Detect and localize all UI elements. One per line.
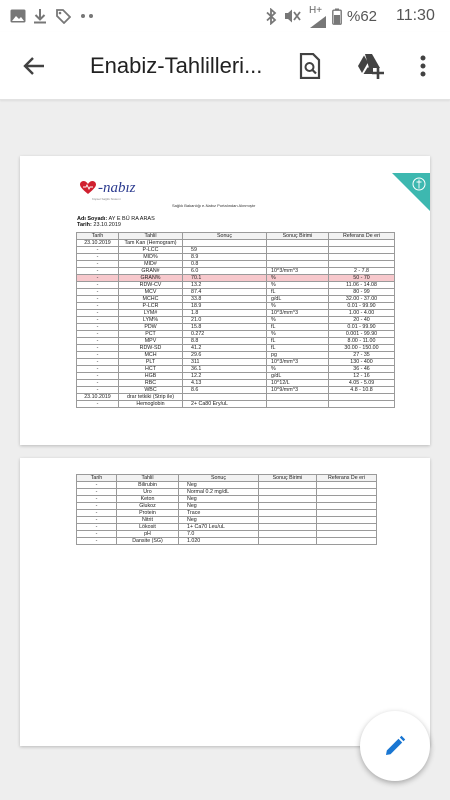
date-cell: - [77,538,117,545]
result-cell: Normal 0.2 mg/dL [179,489,259,496]
reference-header: Referans De eri [317,475,377,482]
result-cell [183,394,267,401]
edit-pencil-icon [383,734,407,758]
date-cell: - [77,289,119,296]
table-header-row [77,475,377,482]
reference-cell [329,247,395,254]
table-row [77,524,377,531]
date-cell: - [77,331,119,338]
unit-cell [267,261,329,268]
app-bar [0,32,450,100]
drive-add-icon[interactable] [350,46,390,86]
test-name-cell: pH [117,531,179,538]
document-search-icon[interactable] [290,46,330,86]
result-cell: 36.1 [183,366,267,373]
unit-cell: fL [267,338,329,345]
portal-source-text: Sağlık Bakanlığı e-Nabız Portalından Alınmıştır [172,203,256,208]
reference-cell: 32.00 - 37.00 [329,296,395,303]
date-cell: - [77,387,119,394]
reference-cell: 0.001 - 99.90 [329,331,395,338]
unit-cell: 10^3/mm^3 [267,310,329,317]
download-icon [33,0,47,32]
more-vert-icon[interactable] [408,46,438,86]
table-row [77,503,377,510]
result-cell: 0.8 [183,261,267,268]
test-name-cell: MCHC [119,296,183,303]
status-bar [0,0,450,32]
battery-percent: %62 [347,7,378,25]
reference-cell [317,496,377,503]
table-row [77,373,395,380]
table-row [77,387,395,394]
unit-cell [267,394,329,401]
date-cell: - [77,496,117,503]
reference-cell [317,524,377,531]
unit-cell: 10^3/mm^3 [267,268,329,275]
table-row [77,531,377,538]
reference-cell: 12 - 16 [329,373,395,380]
reference-cell: 1.00 - 4.00 [329,310,395,317]
result-cell: 1.020 [179,538,259,545]
patient-name-line: Adı Soyadı: AY E BÜ RA ARAS [77,216,155,222]
document-page-1[interactable] [20,156,430,445]
unit-cell: g/dL [267,373,329,380]
test-name-cell: LYM# [119,310,183,317]
reference-cell [317,510,377,517]
table-row [77,482,377,489]
date-cell: - [77,317,119,324]
unit-header: Sonuç Birimi [259,475,317,482]
reference-cell [329,394,395,401]
result-cell: 21.0 [183,317,267,324]
test-name-cell: Tam Kan (Hemogram) [119,240,183,247]
unit-header: Sonuç Birimi [267,233,329,240]
result-cell: 7.0 [179,531,259,538]
reference-cell: 2 - 7.8 [329,268,395,275]
result-header: Sonuç [179,475,259,482]
test-name-cell: Protein [117,510,179,517]
unit-cell: fL [267,289,329,296]
image-icon [10,0,26,32]
reference-cell: 80 - 99 [329,289,395,296]
reference-cell: 30.00 - 150.00 [329,345,395,352]
ministry-corner-emblem [392,173,430,211]
date-cell: - [77,282,119,289]
date-cell: 23.10.2019 [77,394,119,401]
result-cell: 8.8 [183,338,267,345]
test-name-cell: HGB [119,373,183,380]
unit-cell [267,401,329,408]
date-cell: - [77,482,117,489]
reference-cell [317,503,377,510]
date-cell: - [77,401,119,408]
result-cell [183,240,267,247]
date-cell: - [77,247,119,254]
result-cell: 0.272 [183,331,267,338]
date-cell: - [77,531,117,538]
test-header: Tahlil [119,233,183,240]
unit-cell: 10^9/mm^3 [267,387,329,394]
urinalysis-table [76,474,377,545]
test-name-cell: P-LCR [119,303,183,310]
battery-icon [332,0,342,32]
date-cell: - [77,254,119,261]
date-cell: - [77,366,119,373]
hemogram-table [76,232,395,408]
reference-cell [317,531,377,538]
test-name-cell: RBC [119,380,183,387]
table-row [77,394,395,401]
test-name-cell: Hemoglobin [119,401,183,408]
unit-cell [259,510,317,517]
reference-cell [317,482,377,489]
date-cell: - [77,310,119,317]
logo-text: -nabız [98,179,136,196]
unit-cell: % [267,331,329,338]
date-cell: - [77,503,117,510]
date-cell: - [77,373,119,380]
table-row [77,401,395,408]
reference-cell: 130 - 400 [329,359,395,366]
test-header: Tahlil [117,475,179,482]
unit-cell: % [267,303,329,310]
result-cell: 311 [183,359,267,366]
date-cell: - [77,524,117,531]
report-date-line: Tarih: 23.10.2019 [77,222,121,228]
date-cell: - [77,489,117,496]
enabiz-logo [80,178,136,198]
test-name-cell: GRAN% [119,275,183,282]
test-name-cell: drar tetkiki (Strip ile) [119,394,183,401]
date-cell: - [77,510,117,517]
edit-fab-button[interactable] [360,711,430,781]
mute-icon [283,0,301,32]
table-header-row [77,233,395,240]
result-cell: 87.4 [183,289,267,296]
unit-cell [259,524,317,531]
table-row [77,254,395,261]
test-name-cell: RDW-CV [119,282,183,289]
table-row [77,282,395,289]
table-row [77,338,395,345]
table-row [77,275,395,282]
document-page-2[interactable] [20,458,430,746]
reference-cell: 27 - 35 [329,352,395,359]
result-cell: 15.8 [183,324,267,331]
test-name-cell: Bilirubin [117,482,179,489]
reference-cell: 36 - 46 [329,366,395,373]
result-cell: Neg [179,517,259,524]
date-cell: - [77,261,119,268]
table-row [77,496,377,503]
unit-cell [259,538,317,545]
date-cell: - [77,324,119,331]
reference-cell [317,538,377,545]
unit-cell: pg [267,352,329,359]
result-cell: 59 [183,247,267,254]
test-name-cell: WBC [119,387,183,394]
reference-header: Referans De eri [329,233,395,240]
test-name-cell: MPV [119,338,183,345]
reference-cell: 11.06 - 14.08 [329,282,395,289]
test-name-cell: Keton [117,496,179,503]
result-cell: 70.1 [183,275,267,282]
result-cell: 13.2 [183,282,267,289]
result-cell: 1+ Ca70 Leu/uL [179,524,259,531]
unit-cell: 10^3/mm^3 [267,359,329,366]
back-arrow-icon[interactable] [14,46,54,86]
result-cell: Neg [179,482,259,489]
test-name-cell: PLT [119,359,183,366]
unit-cell: % [267,366,329,373]
table-row [77,289,395,296]
unit-cell [259,496,317,503]
date-cell: - [77,380,119,387]
test-name-cell: Lökosit [117,524,179,531]
test-name-cell: PDW [119,324,183,331]
unit-cell: 10^12/L [267,380,329,387]
unit-cell [259,489,317,496]
reference-cell: 20 - 40 [329,317,395,324]
table-row [77,310,395,317]
logo-subtitle: Kişisel Sağlık Sistemi [92,197,121,201]
test-name-cell: Dansite (SG) [117,538,179,545]
table-row [77,359,395,366]
test-name-cell: MCV [119,289,183,296]
date-cell: - [77,268,119,275]
network-type: H+ [309,4,323,16]
table-row [77,380,395,387]
table-row [77,510,377,517]
table-row [77,261,395,268]
clock: 11:30 [396,7,435,24]
table-row [77,489,377,496]
result-cell: 18.9 [183,303,267,310]
date-header: Tarih [77,233,119,240]
test-name-cell: Nitrit [117,517,179,524]
unit-cell [259,531,317,538]
result-cell: 8.6 [183,387,267,394]
test-name-cell: RDW-SD [119,345,183,352]
reference-cell [329,261,395,268]
table-row [77,296,395,303]
result-cell: 41.2 [183,345,267,352]
result-cell: 8.9 [183,254,267,261]
table-row [77,331,395,338]
document-title: Enabiz-Tahlilleri... [90,53,263,78]
reference-cell [329,254,395,261]
patient-name: AY E BÜ RA ARAS [108,216,155,222]
result-cell: Trace [179,510,259,517]
unit-cell [259,482,317,489]
date-header: Tarih [77,475,117,482]
reference-cell [317,517,377,524]
result-cell: 2+ Ca80 Ery/uL [183,401,267,408]
test-name-cell: GRAN# [119,268,183,275]
date-cell: 23.10.2019 [77,240,119,247]
test-name-cell: HCT [119,366,183,373]
reference-cell: 4.8 - 10.8 [329,387,395,394]
test-name-cell: Üro [117,489,179,496]
date-cell: - [77,338,119,345]
bluetooth-icon [266,0,277,32]
date-cell: - [77,352,119,359]
unit-cell: g/dL [267,296,329,303]
table-row [77,538,377,545]
reference-cell: 50 - 70 [329,275,395,282]
date-cell: - [77,359,119,366]
unit-cell: % [267,317,329,324]
test-name-cell: MID# [119,261,183,268]
unit-cell: fL [267,345,329,352]
unit-cell: % [267,275,329,282]
more-icon [80,0,94,32]
reference-cell [329,240,395,247]
report-date: 23.10.2019 [93,222,121,228]
result-cell: 6.0 [183,268,267,275]
result-cell: 33.8 [183,296,267,303]
result-cell: 29.6 [183,352,267,359]
date-cell: - [77,303,119,310]
unit-cell: fL [267,324,329,331]
reference-cell: 8.00 - 11.00 [329,338,395,345]
unit-cell [267,247,329,254]
table-row [77,268,395,275]
test-name-cell: LYM% [119,317,183,324]
reference-cell [329,401,395,408]
unit-cell [267,254,329,261]
table-row [77,303,395,310]
date-cell: - [77,517,117,524]
unit-cell [267,240,329,247]
reference-cell [317,489,377,496]
tag-icon [55,0,71,32]
date-cell: - [77,345,119,352]
unit-cell [259,517,317,524]
result-cell: 12.2 [183,373,267,380]
result-cell: Neg [179,496,259,503]
date-cell: - [77,296,119,303]
heart-logo-icon [80,181,96,195]
reference-cell: 0.01 - 99.90 [329,324,395,331]
table-row [77,317,395,324]
table-row [77,324,395,331]
result-cell: 1.8 [183,310,267,317]
table-row [77,517,377,524]
table-row [77,366,395,373]
table-row [77,352,395,359]
table-row [77,247,395,254]
reference-cell: 0.01 - 99.90 [329,303,395,310]
result-cell: Neg [179,503,259,510]
test-name-cell: MCH [119,352,183,359]
unit-cell [259,503,317,510]
test-name-cell: P-LCC [119,247,183,254]
result-header: Sonuç [183,233,267,240]
test-name-cell: MID% [119,254,183,261]
date-cell: - [77,275,119,282]
table-row [77,345,395,352]
unit-cell: % [267,282,329,289]
table-row [77,240,395,247]
reference-cell: 4.05 - 5.09 [329,380,395,387]
test-name-cell: Glukoz [117,503,179,510]
result-cell: 4.13 [183,380,267,387]
test-name-cell: PCT [119,331,183,338]
